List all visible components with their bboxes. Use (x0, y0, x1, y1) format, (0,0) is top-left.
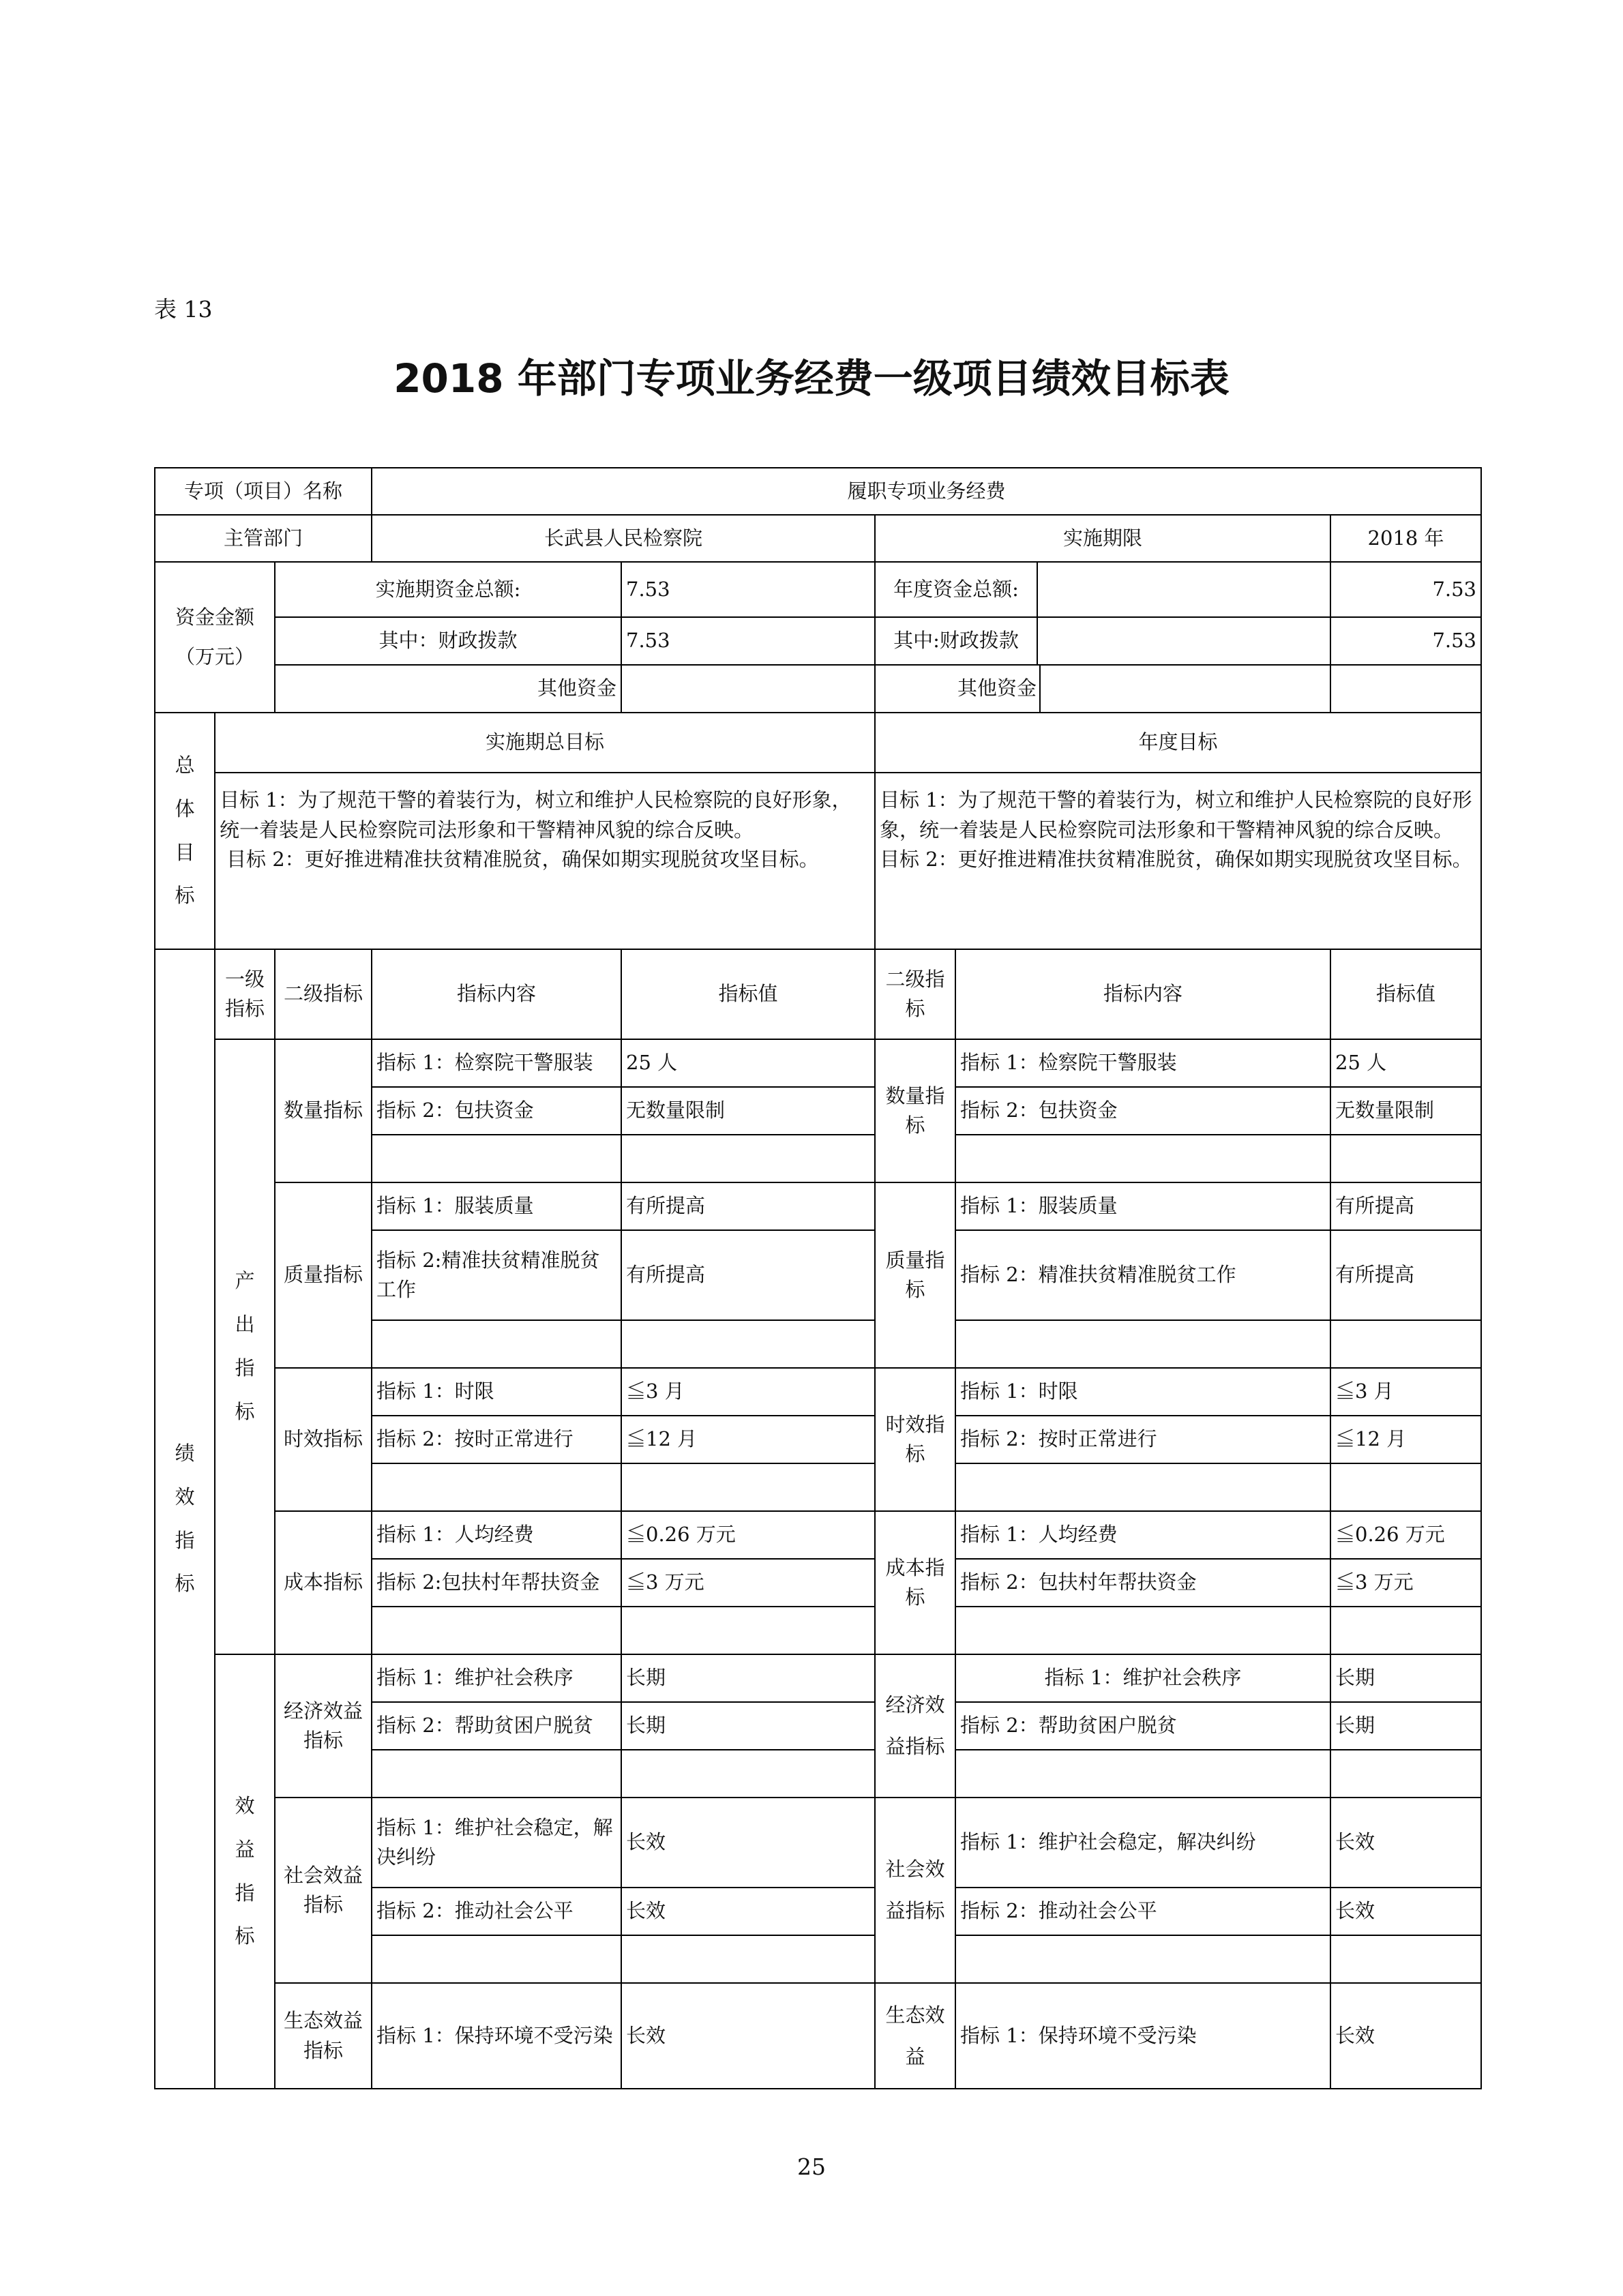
timeliness-right-1: 指标 1：时限 (955, 1368, 1330, 1416)
cost-right-value-empty (1330, 1607, 1481, 1654)
annual-funds-row (875, 562, 1330, 617)
timeliness-left-value-2: ≦12 月 (621, 1416, 875, 1463)
fiscal-funds-label: 其中：财政拨款 (275, 617, 621, 665)
quantity-right-value-empty (1330, 1135, 1481, 1182)
period-label: 实施期限 (875, 515, 1330, 562)
project-name-label: 专项（项目）名称 (155, 468, 372, 515)
cost-left-value-1: ≦0.26 万元 (621, 1511, 875, 1559)
economic-right-2: 指标 2：帮助贫困户脱贫 (955, 1702, 1330, 1750)
other-funds-label: 其他资金 (275, 665, 621, 713)
timeliness-right-value-empty (1330, 1463, 1481, 1511)
quantity-left-value-1: 25 人 (621, 1039, 875, 1087)
social-left-value-2: 长效 (621, 1888, 875, 1935)
level2-header-right: 二级指标 (875, 949, 955, 1039)
other-funds-value (621, 665, 875, 713)
period-goal-header: 实施期总目标 (215, 713, 875, 773)
annual-other-value (1330, 665, 1481, 713)
timeliness-right-value-1: ≦3 月 (1330, 1368, 1481, 1416)
cost-left-empty (372, 1607, 621, 1654)
quality-indicator-label-right: 质量指标 (875, 1182, 955, 1368)
quality-left-empty (372, 1320, 621, 1368)
quality-right-value-2: 有所提高 (1330, 1230, 1481, 1320)
fiscal-funds-value: 7.53 (621, 617, 875, 665)
economic-left-value-empty (621, 1750, 875, 1798)
social-right-1: 指标 1：维护社会稳定，解决纠纷 (955, 1798, 1330, 1888)
economic-left-1: 指标 1：维护社会秩序 (372, 1654, 621, 1702)
annual-funds-label: 年度资金总额: (893, 577, 1019, 601)
department-label: 主管部门 (155, 515, 372, 562)
annual-goal-text: 目标 1：为了规范干警的着装行为，树立和维护人民检察院的良好形象，统一着装是人民检察院司法形象和干警精神风貌的综合反映。 目标 2：更好推进精准扶贫精准脱贫，确保如期实现脱贫攻坚目标。 (875, 773, 1481, 949)
economic-right-value-empty (1330, 1750, 1481, 1798)
content-header: 指标内容 (372, 949, 621, 1039)
department-value: 长武县人民检察院 (372, 515, 875, 562)
timeliness-indicator-label: 时效指标 (275, 1368, 372, 1511)
social-right-value-2: 长效 (1330, 1888, 1481, 1935)
social-left-value-empty (621, 1935, 875, 1983)
social-right-value-empty (1330, 1935, 1481, 1983)
level2-header: 二级指标 (275, 949, 372, 1039)
quality-left-1: 指标 1：服装质量 (372, 1182, 621, 1230)
economic-right-value-1: 长期 (1330, 1654, 1481, 1702)
social-right-value-1: 长效 (1330, 1798, 1481, 1888)
annual-funds-value: 7.53 (1330, 562, 1481, 617)
timeliness-left-2: 指标 2：按时正常进行 (372, 1416, 621, 1463)
cost-right-empty (955, 1607, 1330, 1654)
timeliness-left-empty (372, 1463, 621, 1511)
social-indicator-label: 社会效益指标 (275, 1798, 372, 1983)
economic-left-value-2: 长期 (621, 1702, 875, 1750)
social-left-1: 指标 1：维护社会稳定，解决纠纷 (372, 1798, 621, 1888)
economic-indicator-label-right: 经济效益指标 (875, 1654, 955, 1798)
overall-goal-label: 总体目标 (155, 713, 215, 949)
social-right-empty (955, 1935, 1330, 1983)
quantity-left-empty (372, 1135, 621, 1182)
cost-right-2: 指标 2：包扶村年帮扶资金 (955, 1559, 1330, 1607)
period-value: 2018 年 (1330, 515, 1481, 562)
ecological-right-value-1: 长效 (1330, 1983, 1481, 2089)
quantity-right-1: 指标 1：检察院干警服装 (955, 1039, 1330, 1087)
quality-left-value-1: 有所提高 (621, 1182, 875, 1230)
ecological-indicator-label: 生态效益指标 (275, 1983, 372, 2089)
funds-label: 资金金额 （万元） (155, 562, 275, 713)
quantity-right-empty (955, 1135, 1330, 1182)
output-indicator-label: 产出指标 (215, 1039, 275, 1654)
value-header: 指标值 (621, 949, 875, 1039)
quantity-right-2: 指标 2：包扶资金 (955, 1087, 1330, 1135)
cost-indicator-label: 成本指标 (275, 1511, 372, 1654)
quality-left-value-2: 有所提高 (621, 1230, 875, 1320)
value-header-right: 指标值 (1330, 949, 1481, 1039)
content-header-right: 指标内容 (955, 949, 1330, 1039)
quantity-indicator-label: 数量指标 (275, 1039, 372, 1182)
quality-right-1: 指标 1：服装质量 (955, 1182, 1330, 1230)
ecological-indicator-label-right: 生态效益 (875, 1983, 955, 2089)
annual-fiscal-label: 其中:财政拨款 (893, 629, 1019, 653)
annual-other-label: 其他资金 (957, 676, 1037, 700)
ecological-right-1: 指标 1：保持环境不受污染 (955, 1983, 1330, 2089)
social-left-empty (372, 1935, 621, 1983)
quality-right-2: 指标 2：精准扶贫精准脱贫工作 (955, 1230, 1330, 1320)
quantity-indicator-label-right: 数量指标 (875, 1039, 955, 1182)
economic-left-empty (372, 1750, 621, 1798)
economic-right-1: 指标 1：维护社会秩序 (955, 1654, 1330, 1702)
quantity-left-value-2: 无数量限制 (621, 1087, 875, 1135)
social-left-2: 指标 2：推动社会公平 (372, 1888, 621, 1935)
timeliness-right-value-2: ≦12 月 (1330, 1416, 1481, 1463)
timeliness-left-1: 指标 1：时限 (372, 1368, 621, 1416)
performance-target-table (154, 467, 1482, 2089)
timeliness-right-empty (955, 1463, 1330, 1511)
economic-left-2: 指标 2：帮助贫困户脱贫 (372, 1702, 621, 1750)
quality-right-value-empty (1330, 1320, 1481, 1368)
total-funds-label: 实施期资金总额: (275, 562, 621, 617)
timeliness-right-2: 指标 2：按时正常进行 (955, 1416, 1330, 1463)
ecological-left-value-1: 长效 (621, 1983, 875, 2089)
quality-left-2: 指标 2:精准扶贫精准脱贫工作 (372, 1230, 621, 1320)
quantity-left-value-empty (621, 1135, 875, 1182)
level1-header: 一级指标 (215, 949, 275, 1039)
cost-left-1: 指标 1：人均经费 (372, 1511, 621, 1559)
timeliness-left-value-empty (621, 1463, 875, 1511)
quantity-right-value-1: 25 人 (1330, 1039, 1481, 1087)
page-number: 25 (797, 2153, 826, 2180)
annual-other-row (875, 665, 1330, 713)
project-name-value: 履职专项业务经费 (372, 468, 1481, 515)
timeliness-indicator-label-right: 时效指标 (875, 1368, 955, 1511)
benefit-indicator-label: 效益指标 (215, 1654, 275, 2089)
timeliness-left-value-1: ≦3 月 (621, 1368, 875, 1416)
cost-right-value-2: ≦3 万元 (1330, 1559, 1481, 1607)
economic-left-value-1: 长期 (621, 1654, 875, 1702)
social-left-value-1: 长效 (621, 1798, 875, 1888)
quantity-left-2: 指标 2：包扶资金 (372, 1087, 621, 1135)
quality-right-value-1: 有所提高 (1330, 1182, 1481, 1230)
economic-indicator-label: 经济效益指标 (275, 1654, 372, 1798)
annual-goal-header: 年度目标 (875, 713, 1481, 773)
cost-left-value-empty (621, 1607, 875, 1654)
cost-left-value-2: ≦3 万元 (621, 1559, 875, 1607)
quality-left-value-empty (621, 1320, 875, 1368)
economic-right-empty (955, 1750, 1330, 1798)
social-indicator-label-right: 社会效益指标 (875, 1798, 955, 1983)
document-title: 2018 年部门专项业务经费一级项目绩效目标表 (393, 355, 1230, 402)
quantity-left-1: 指标 1：检察院干警服装 (372, 1039, 621, 1087)
table-number: 表 13 (154, 296, 213, 323)
cost-right-value-1: ≦0.26 万元 (1330, 1511, 1481, 1559)
quality-indicator-label: 质量指标 (275, 1182, 372, 1368)
social-right-2: 指标 2：推动社会公平 (955, 1888, 1330, 1935)
ecological-left-1: 指标 1：保持环境不受污染 (372, 1983, 621, 2089)
quality-right-empty (955, 1320, 1330, 1368)
performance-indicator-label: 绩效指标 (155, 949, 215, 2089)
total-funds-value: 7.53 (621, 562, 875, 617)
cost-indicator-label-right: 成本指标 (875, 1511, 955, 1654)
annual-fiscal-row (875, 617, 1330, 665)
quantity-right-value-2: 无数量限制 (1330, 1087, 1481, 1135)
annual-fiscal-value: 7.53 (1330, 617, 1481, 665)
economic-right-value-2: 长期 (1330, 1702, 1481, 1750)
cost-right-1: 指标 1：人均经费 (955, 1511, 1330, 1559)
cost-left-2: 指标 2:包扶村年帮扶资金 (372, 1559, 621, 1607)
period-goal-text: 目标 1：为了规范干警的着装行为，树立和维护人民检察院的良好形象，统一着装是人民检察院司法形象和干警精神风貌的综合反映。 目标 2：更好推进精准扶贫精准脱贫，确保如期实现脱贫攻坚目标。 (215, 773, 875, 949)
